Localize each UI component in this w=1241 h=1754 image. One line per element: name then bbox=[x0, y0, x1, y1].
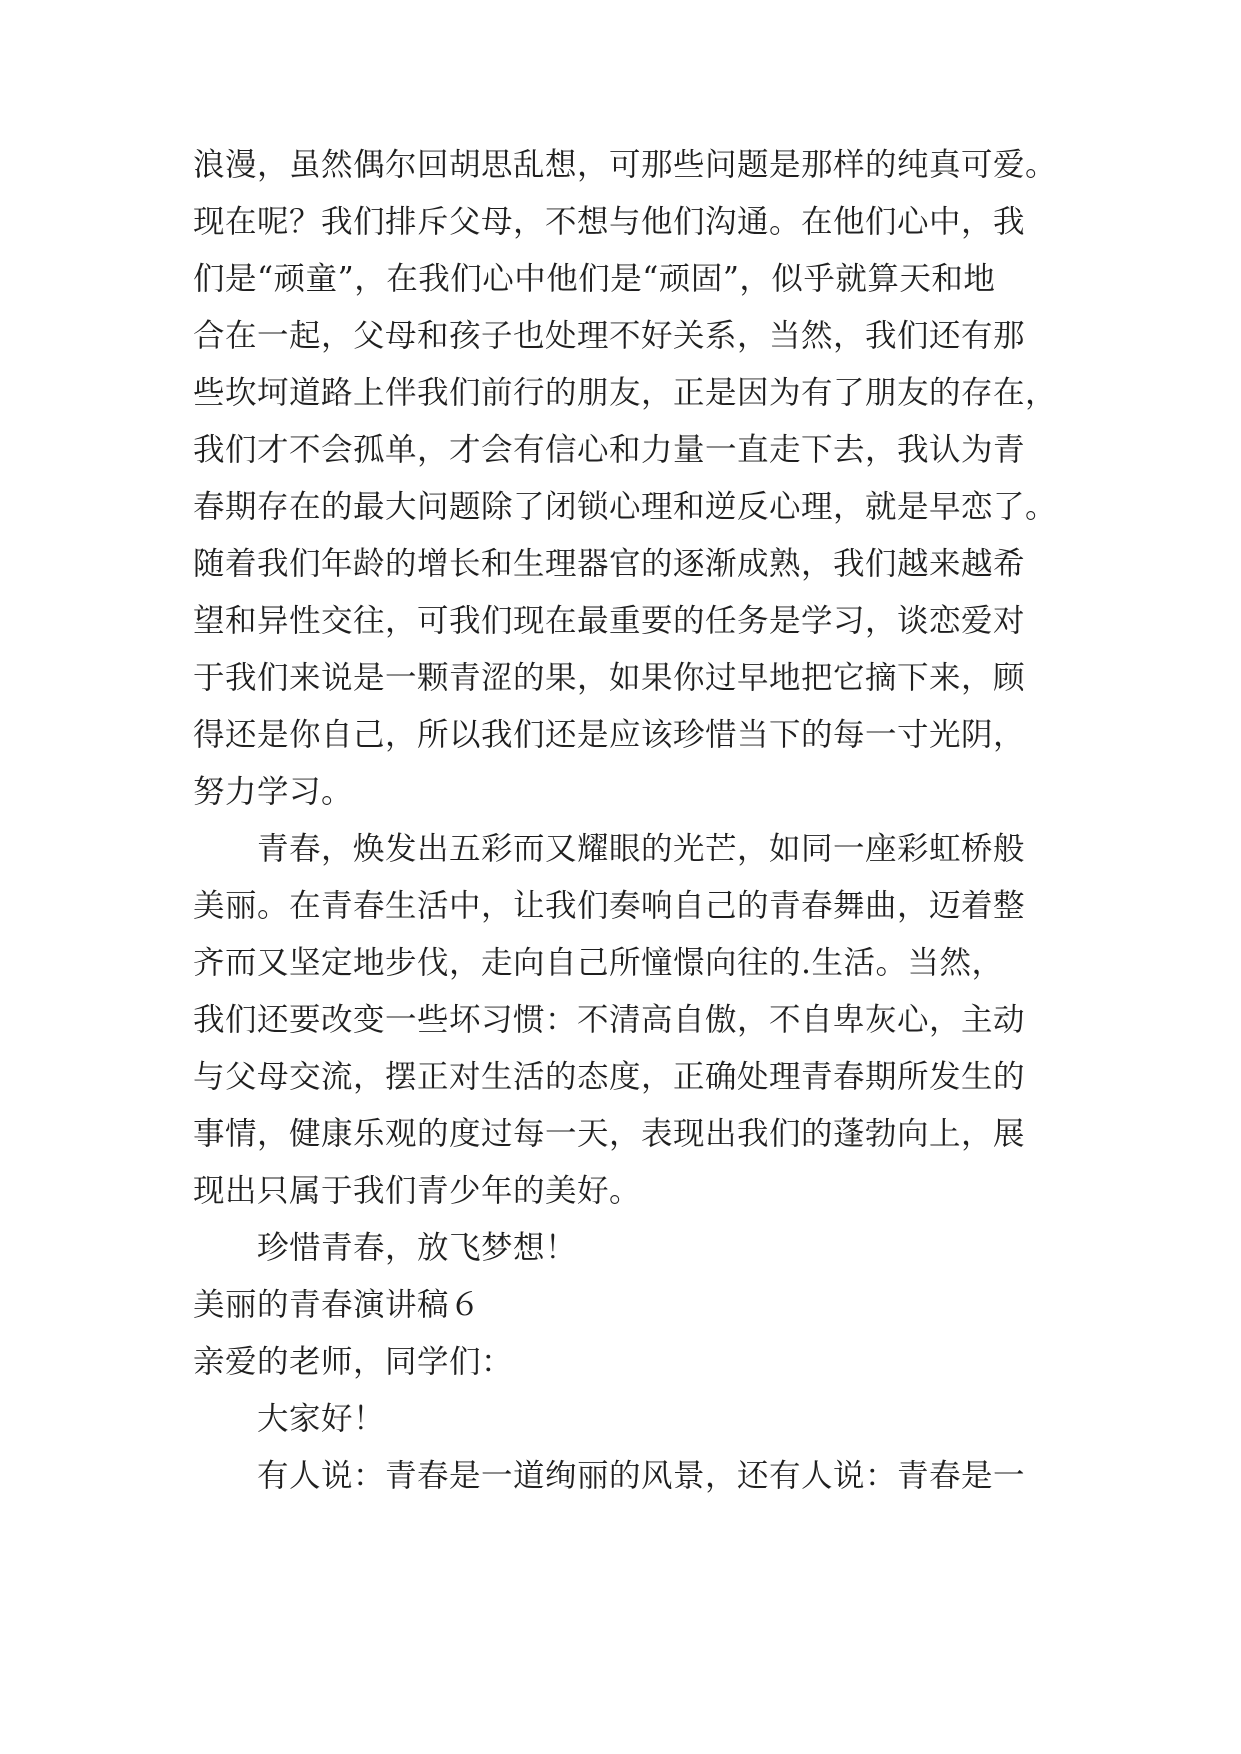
paragraph-line: 望和异性交往，可我们现在最重要的任务是学习，谈恋爱对 bbox=[193, 603, 1026, 639]
paragraph-line: 些坎坷道路上伴我们前行的朋友，正是因为有了朋友的存在， bbox=[193, 375, 1058, 411]
salutation: 亲爱的老师，同学们： bbox=[193, 1344, 514, 1380]
paragraph-line: 现在呢？我们排斥父母，不想与他们沟通。在他们心中，我 bbox=[193, 204, 1026, 240]
paragraph-line: 有人说：青春是一道绚丽的风景，还有人说：青春是一 bbox=[257, 1458, 1026, 1494]
paragraph-line: 青春，焕发出五彩而又耀眼的光芒，如同一座彩虹桥般 bbox=[257, 831, 1026, 867]
paragraph-line: 齐而又坚定地步伐，走向自己所憧憬向往的.生活。当然， bbox=[193, 945, 1004, 981]
paragraph-line: 浪漫，虽然偶尔回胡思乱想，可那些问题是那样的纯真可爱。 bbox=[193, 147, 1058, 183]
greeting: 大家好！ bbox=[257, 1401, 386, 1437]
paragraph-line: 美丽。在青春生活中，让我们奏响自己的青春舞曲，迈着整 bbox=[193, 888, 1026, 924]
paragraph-line: 们是“顽童”，在我们心中他们是“顽固”，似乎就算天和地 bbox=[193, 261, 996, 297]
paragraph-line: 现出只属于我们青少年的美好。 bbox=[193, 1173, 642, 1209]
paragraph-line: 我们才不会孤单，才会有信心和力量一直走下去，我认为青 bbox=[193, 432, 1026, 468]
section-heading: 美丽的青春演讲稿６ bbox=[193, 1287, 482, 1323]
paragraph-line: 与父母交流，摆正对生活的态度，正确处理青春期所发生的 bbox=[193, 1059, 1026, 1095]
paragraph-line: 得还是你自己，所以我们还是应该珍惜当下的每一寸光阴， bbox=[193, 717, 1026, 753]
paragraph-line: 随着我们年龄的增长和生理器官的逐渐成熟，我们越来越希 bbox=[193, 546, 1026, 582]
paragraph-line: 珍惜青春，放飞梦想！ bbox=[257, 1230, 578, 1266]
paragraph-line: 于我们来说是一颗青涩的果，如果你过早地把它摘下来，顾 bbox=[193, 660, 1026, 696]
paragraph-line: 事情，健康乐观的度过每一天，表现出我们的蓬勃向上，展 bbox=[193, 1116, 1026, 1152]
paragraph-line: 春期存在的最大问题除了闭锁心理和逆反心理，就是早恋了。 bbox=[193, 489, 1058, 525]
paragraph-line: 合在一起，父母和孩子也处理不好关系，当然，我们还有那 bbox=[193, 318, 1026, 354]
paragraph-line: 努力学习。 bbox=[193, 774, 354, 810]
paragraph-line: 我们还要改变一些坏习惯：不清高自傲，不自卑灰心，主动 bbox=[193, 1002, 1026, 1038]
